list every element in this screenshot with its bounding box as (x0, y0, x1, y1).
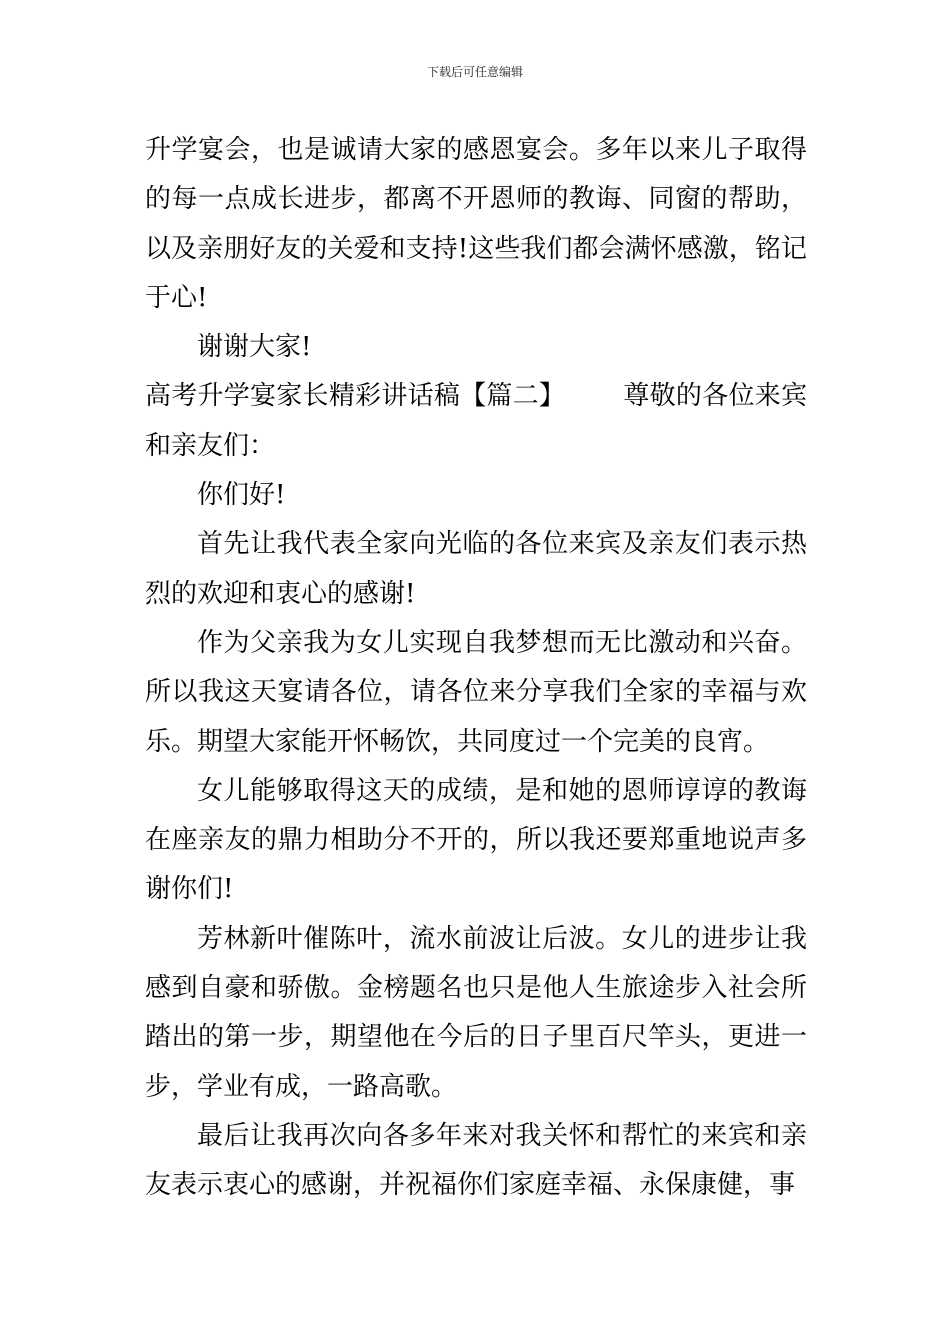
paragraph-father: 作为父亲我为女儿实现自我梦想而无比激动和兴奋。所以我这天宴请各位，请各位来分享我们全家的幸福与欢乐。期望大家能开怀畅饮，共同度过一个完美的良宵。 (145, 627, 807, 757)
section-heading-line (145, 372, 807, 471)
page-header-note: 下载后可任意编辑 (426, 65, 523, 79)
paragraph-thanks: 谢谢大家! (197, 332, 312, 363)
paragraph-greeting: 你们好! (197, 480, 286, 511)
paragraph-closing: 最后让我再次向各多年来对我关怀和帮忙的来宾和亲友表示衷心的感谢，并祝福你们家庭幸福、永保康健，事 (145, 1120, 807, 1201)
section-title: 高考升学宴家长精彩讲话稿【篇二】 (145, 381, 566, 412)
salutation: 尊敬的各位来宾和亲友们： (145, 381, 807, 461)
paragraph-continuation: 升学宴会，也是诚请大家的感恩宴会。多年以来儿子取得的每一点成长进步，都离不开恩师的教诲、同窗的帮助，以及亲朋好友的关爱和支持!这些我们都会满怀感激，铭记于心! (145, 135, 807, 313)
document-body (145, 126, 807, 1211)
paragraph-welcome: 首先让我代表全家向光临的各位来宾及亲友们表示热烈的欢迎和衷心的感谢! (145, 529, 807, 609)
paragraph-achievement: 女儿能够取得这天的成绩，是和她的恩师谆谆的教诲在座亲友的鼎力相助分不开的，所以我还要郑重地说声多谢你们! (145, 775, 807, 905)
paragraph-proverb: 芳林新叶催陈叶，流水前波让后波。女儿的进步让我感到自豪和骄傲。金榜题名也只是他人生旅途步入社会所踏出的第一步，期望他在今后的日子里百尺竿头，更进一步，学业有成，一路高歌。 (145, 923, 807, 1102)
